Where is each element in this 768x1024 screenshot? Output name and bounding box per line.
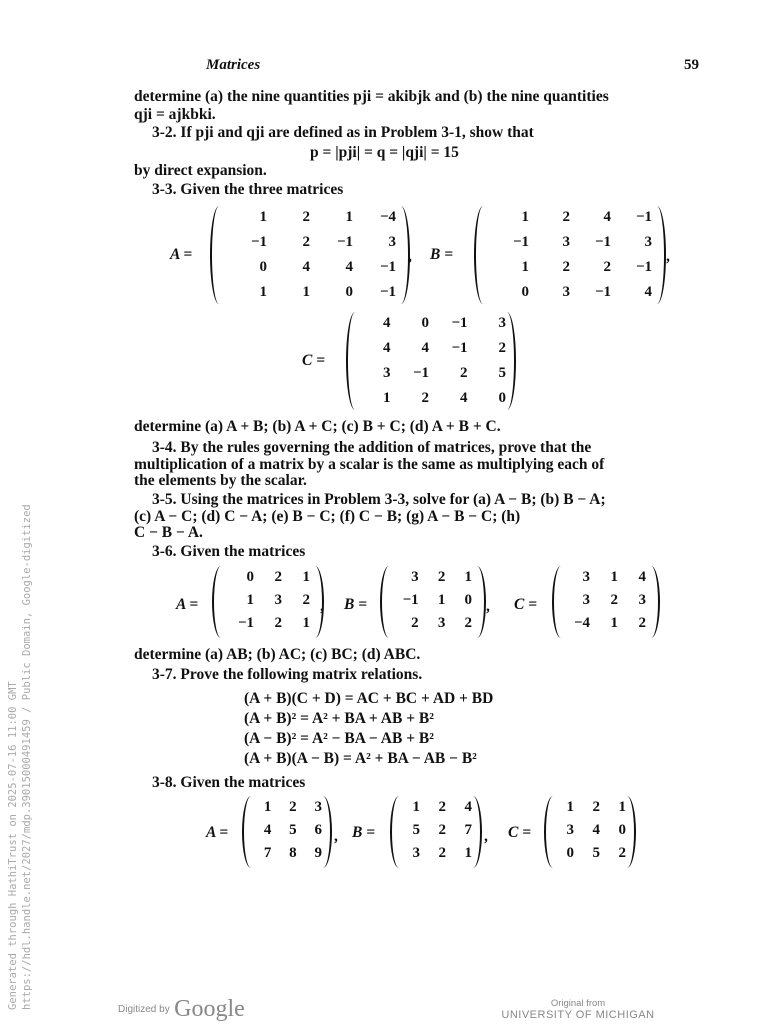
p35-line1: 3-5. Using the matrices in Problem 3-3, solve for (a) A − B; (b) B − A; [152, 491, 606, 508]
matrix-entry: 4 [464, 799, 472, 815]
matrix-entry: 3 [562, 284, 570, 300]
matrix-entry: 9 [314, 845, 322, 861]
matrix-entry: 2 [562, 259, 570, 275]
matrix-entry: 2 [438, 822, 446, 838]
matrix-entry: 1 [521, 259, 529, 275]
matrix-entry: 0 [246, 569, 254, 585]
matrix-entry: −1 [451, 315, 468, 331]
matrix-entry: 2 [618, 845, 626, 861]
matrix-entry: −1 [336, 234, 353, 250]
matrix-entry: 3 [411, 569, 419, 585]
matrix-entry: 3 [644, 234, 652, 250]
margin-watermark [6, 504, 34, 1010]
p36-c-grid [562, 569, 646, 632]
matrix-entry: 3 [566, 822, 574, 838]
matrix-entry: 2 [460, 365, 468, 381]
matrix-entry: −1 [635, 259, 652, 275]
matrix-entry: 2 [610, 592, 618, 608]
matrix-entry: 0 [259, 259, 267, 275]
matrix-entry: −1 [379, 259, 396, 275]
p33-a-grid [224, 209, 396, 301]
matrix-entry: 4 [603, 209, 611, 225]
matrix-entry: 3 [582, 592, 590, 608]
matrix-entry: 2 [437, 569, 446, 585]
matrix-entry: 2 [464, 615, 472, 631]
matrix-entry: −1 [412, 365, 429, 381]
matrix-entry: 4 [638, 569, 646, 585]
matrix-entry: 0 [464, 592, 472, 608]
p36-a-grid [226, 569, 310, 632]
p35-line2: (c) A − C; (d) C − A; (e) B − C; (f) C − B; (g) A − B − C; (h) [134, 508, 521, 525]
matrix-entry: −1 [594, 284, 611, 300]
matrix-entry: 2 [638, 615, 646, 631]
matrix-entry: 3 [314, 799, 322, 815]
p31-line2: qji = ajkbki. [134, 106, 216, 123]
p38-c-grid [548, 799, 626, 862]
p32-line2: by direct expansion. [134, 162, 267, 179]
matrix-entry: 2 [289, 799, 297, 815]
matrix-entry: 1 [259, 284, 267, 300]
matrix-entry: 3 [274, 592, 282, 608]
matrix-entry: 1 [437, 592, 446, 608]
matrix-entry: 4 [383, 315, 391, 331]
matrix-entry: 1 [383, 390, 391, 406]
p37-eq2: (A + B)² = A² + BA + AB + B² [244, 710, 434, 727]
matrix-entry: −1 [250, 234, 267, 250]
comma: , [486, 598, 490, 615]
p37-eq3: (A − B)² = A² − BA − AB + B² [244, 730, 434, 747]
matrix-entry: −1 [379, 284, 396, 300]
p32-equation: p = |pji| = q = |qji| = 15 [310, 144, 459, 161]
matrix-entry: 2 [438, 799, 446, 815]
matrix-entry: 2 [274, 615, 282, 631]
matrix-entry: 0 [618, 822, 626, 838]
p34-line1: 3-4. By the rules governing the addition of matrices, prove that the [152, 439, 592, 456]
matrix-entry: 8 [289, 845, 297, 861]
matrix-entry: 5 [592, 845, 600, 861]
matrix-entry: 0 [498, 390, 506, 406]
matrix-entry: 1 [610, 569, 618, 585]
page-number: 59 [684, 57, 699, 73]
matrix-entry: 2 [498, 340, 506, 356]
matrix-entry: 2 [421, 390, 429, 406]
matrix-entry: −4 [379, 209, 396, 225]
matrix-entry: 3 [412, 845, 420, 861]
p36-intro: 3-6. Given the matrices [152, 543, 306, 560]
matrix-entry: −1 [594, 234, 611, 250]
google-logo: Google [174, 996, 245, 1022]
matrix-entry: 2 [603, 259, 611, 275]
matrix-entry: 4 [460, 390, 468, 406]
matrix-entry: 2 [274, 569, 282, 585]
p38-intro: 3-8. Given the matrices [152, 774, 306, 791]
p38-a-label: A = [206, 824, 229, 841]
p32-line1: 3-2. If pji and qji are defined as in Problem 3-1, show that [152, 124, 534, 141]
matrix-entry: 4 [263, 822, 272, 838]
p33-intro: 3-3. Given the three matrices [152, 181, 344, 198]
p37-intro: 3-7. Prove the following matrix relations. [152, 666, 423, 683]
p31-line1: determine (a) the nine quantities pji = akibjk and (b) the nine quantities [134, 88, 609, 105]
original-from-label: Original from [550, 998, 606, 1009]
matrix-entry: 2 [302, 592, 310, 608]
matrix-entry: 0 [566, 845, 574, 861]
matrix-entry: 4 [383, 340, 391, 356]
p37-eq1: (A + B)(C + D) = AC + BC + AD + BD [244, 690, 494, 707]
matrix-entry: −1 [237, 615, 254, 631]
digitized-by-label: Digitized by [118, 1004, 170, 1015]
matrix-entry: 1 [618, 799, 626, 815]
p36-a-label: A = [176, 596, 199, 613]
matrix-entry: 2 [302, 234, 310, 250]
p36-b-label: B = [344, 596, 368, 613]
matrix-entry: 3 [383, 365, 391, 381]
matrix-entry: 7 [464, 822, 472, 838]
matrix-entry: 3 [388, 234, 396, 250]
matrix-entry: 2 [302, 209, 310, 225]
matrix-entry: 0 [521, 284, 529, 300]
digitized-by-google [118, 996, 245, 1023]
p36-determine: determine (a) AB; (b) AC; (c) BC; (d) ABC. [134, 646, 421, 663]
matrix-entry: 3 [437, 615, 446, 631]
watermark-line1: Generated through HathiTrust on 2025-07-16 11:00 GMT [7, 681, 19, 1010]
matrix-entry: 4 [592, 822, 600, 838]
matrix-entry: 1 [345, 209, 353, 225]
matrix-entry: 2 [438, 845, 446, 861]
matrix-entry: 5 [498, 365, 506, 381]
p37-eq4: (A + B)(A − B) = A² + BA − AB − B² [244, 750, 477, 767]
matrix-entry: −1 [451, 340, 468, 356]
matrix-entry: 2 [592, 799, 600, 815]
matrix-entry: 1 [464, 569, 472, 585]
matrix-entry: 0 [345, 284, 353, 300]
matrix-entry: 1 [464, 845, 472, 861]
matrix-entry: 1 [259, 209, 267, 225]
matrix-entry: 3 [562, 234, 570, 250]
original-from [498, 998, 658, 1021]
comma: , [666, 248, 670, 265]
matrix-entry: 3 [582, 569, 590, 585]
matrix-entry: −4 [573, 615, 590, 631]
p38-a-grid [246, 799, 322, 862]
comma: , [334, 828, 338, 845]
matrix-entry: 3 [638, 592, 646, 608]
matrix-entry: 1 [521, 209, 529, 225]
p33-b-grid [488, 209, 652, 301]
p33-c-grid [352, 315, 506, 407]
matrix-entry: 6 [314, 822, 322, 838]
institution-name: UNIVERSITY OF MICHIGAN [501, 1009, 655, 1021]
matrix-entry: −1 [635, 209, 652, 225]
p33-determine: determine (a) A + B; (b) A + C; (c) B + C; (d) A + B + C. [134, 418, 501, 435]
watermark-line2: https://hdl.handle.net/2027/mdp.39015000491459 / Public Domain, Google-digitized [21, 504, 33, 1010]
matrix-entry: 5 [412, 822, 420, 838]
p33-c-label: C = [302, 352, 326, 369]
comma: , [408, 248, 412, 265]
matrix-entry: 1 [263, 799, 272, 815]
p34-line2: multiplication of a matrix by a scalar is the same as multiplying each of [134, 456, 605, 473]
p35-line3: C − B − A. [134, 524, 203, 541]
matrix-entry: 4 [421, 340, 429, 356]
matrix-entry: 2 [411, 615, 419, 631]
matrix-entry: 2 [562, 209, 570, 225]
matrix-entry: 1 [302, 284, 310, 300]
matrix-entry: 1 [302, 615, 310, 631]
matrix-entry: 1 [302, 569, 310, 585]
matrix-entry: 3 [498, 315, 506, 331]
matrix-entry: 1 [412, 799, 420, 815]
matrix-entry: 4 [302, 259, 310, 275]
matrix-entry: 5 [289, 822, 297, 838]
matrix-entry: 1 [246, 592, 254, 608]
p36-c-label: C = [514, 596, 538, 613]
comma: , [320, 598, 324, 615]
matrix-entry: 1 [566, 799, 574, 815]
p34-line3: the elements by the scalar. [134, 472, 307, 489]
p38-b-label: B = [352, 824, 376, 841]
matrix-entry: 4 [345, 259, 353, 275]
p33-a-label: A = [170, 246, 193, 263]
matrix-entry: 1 [610, 615, 618, 631]
matrix-entry: 0 [421, 315, 429, 331]
matrix-entry: 4 [644, 284, 652, 300]
running-title: Matrices [206, 57, 261, 73]
matrix-entry: −1 [512, 234, 529, 250]
p38-b-grid [394, 799, 472, 862]
matrix-entry: −1 [402, 592, 419, 608]
p36-b-grid [392, 569, 472, 632]
comma: , [484, 828, 488, 845]
p33-b-label: B = [430, 246, 454, 263]
p38-c-label: C = [508, 824, 532, 841]
matrix-entry: 7 [263, 845, 272, 861]
